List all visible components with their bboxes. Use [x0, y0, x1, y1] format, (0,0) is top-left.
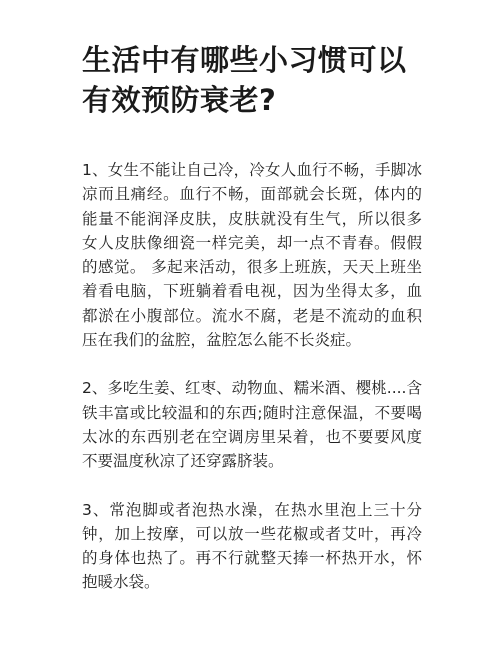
article-title — [82, 40, 460, 120]
paragraph-1: 1、女生不能让自己冷，冷女人血行不畅，手脚冰凉而且痛经。血行不畅，面部就会长斑，体内的能量不能润泽皮肤，皮肤就没有生气，所以很多女人皮肤像细瓷一样完美，却一点不青春。假假的感觉。 多起来活动，很多上班族，天天上班坐着看电脑，下班躺着看电视，因为坐得太多，血都淤在小腹部位。流水不腐，老是不流动的血积压在我们的盆腔，盆腔怎么能不长炎症。 — [82, 161, 422, 350]
paragraph-3: 3、常泡脚或者泡热水澡，在热水里泡上三十分钟，加上按摩，可以放一些花椒或者艾叶，再冷的身体也热了。再不行就整天捧一杯热开水，怀抱暖水袋。 — [82, 500, 422, 592]
title-line-2: 有效预防衰老? — [82, 83, 277, 117]
paragraph-2: 2、多吃生姜、红枣、动物血、糯米酒、樱桃....含铁丰富或比较温和的东西;随时注意保温，不要喝太冰的东西别老在空调房里呆着，也不要要风度不要温度秋凉了还穿露脐装。 — [82, 379, 422, 471]
article-body — [82, 158, 422, 595]
title-line-1: 生活中有哪些小习惯可以 — [82, 43, 407, 77]
